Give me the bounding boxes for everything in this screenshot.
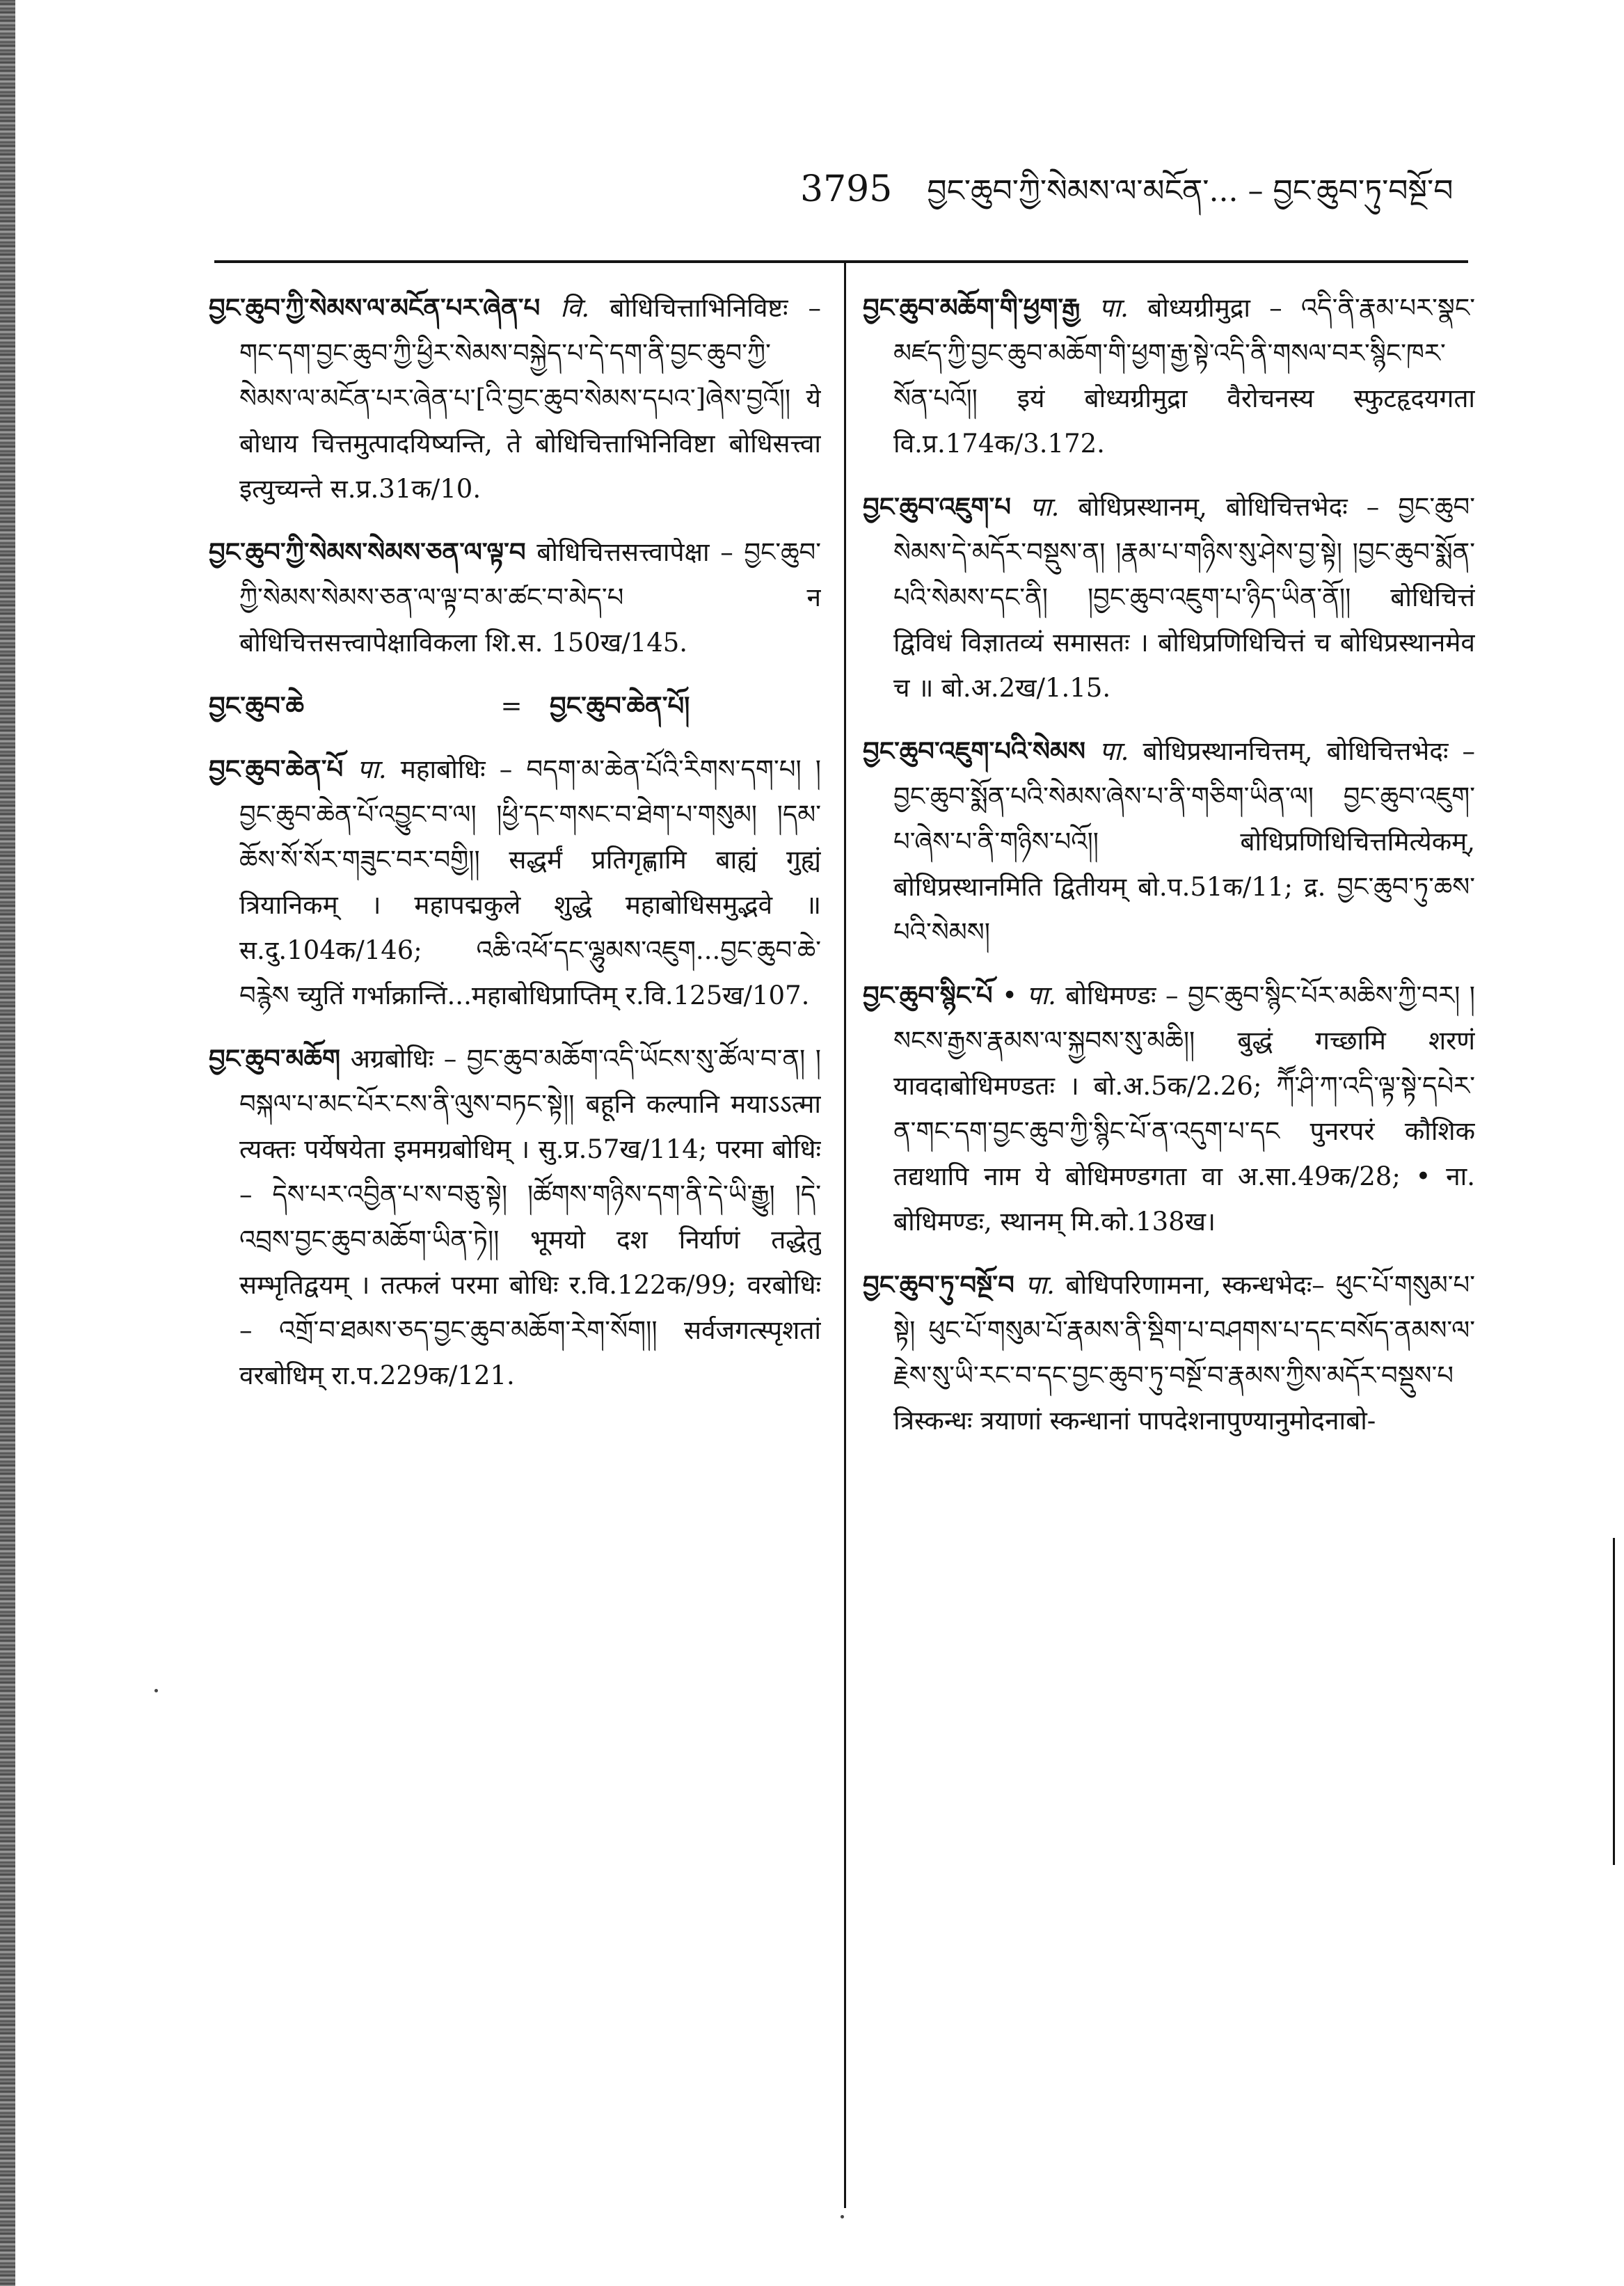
entry-headword: བྱང་ཆུབ་ཀྱི་སེམས་སེམས་ཅན་ལ་ལྟ་བ <box>209 537 526 567</box>
entry-headword: བྱང་ཆུབ་འཇུག་པའི་སེམས <box>863 736 1085 766</box>
dictionary-entry <box>863 1262 1475 1443</box>
entry-body: बोधिपरिणामना, स्कन्धभेदः– ཕུང་པོ་གསུམ་པ་སྟེ། ཕུང་པོ་གསུམ་པོ་རྣམས་ནི་སྡིག་པ་བཤགས་པ་དང་བསོད་ནམས་ལ་རྗེས་སུ་ཡི་རང་བ་དང་བྱང་ཆུབ་ཏུ་བསྔོ་བ་རྣམས་ཀྱིས་མདོར་བསྡུས་པ त्रिस्कन्धः त्रयाणां स्कन्धानां पापदेशनापुण्यानुमोदनाबो- <box>893 1270 1475 1436</box>
entry-headword: བྱང་ཆུབ་མཆོག་གི་ཕྱག་རྒྱ <box>863 292 1081 323</box>
dictionary-entry <box>209 747 821 1018</box>
cross-reference-target: བྱང་ཆུབ་ཆེན་པོ། <box>550 690 690 721</box>
entry-headword: བྱང་ཆུབ་ཆེན་པོ <box>209 754 344 784</box>
entry-body: बोधिचित्ताभिनिविष्टः – གང་དག་བྱང་ཆུབ་ཀྱི་ཕྱིར་སེམས་བསྐྱེད་པ་དེ་དག་ནི་བྱང་ཆུབ་ཀྱི་སེམས་ལ་མངོན་པར་ཞེན་པ་[འི་བྱང་ཆུབ་སེམས་དཔའ་]ཞེས་བྱའོ།། ये बोधाय चित्तमुत्पादयिष्यन्ति, ते बोधिचित्ताभिनिविष्टा बोधिसत्त्वा इत्युच्यन्ते स.प्र.31क/10. <box>239 293 821 504</box>
scan-speck <box>841 2215 844 2218</box>
dictionary-entry <box>863 729 1475 955</box>
entry-grammar: पा. <box>357 754 387 784</box>
scan-speck <box>154 1689 158 1692</box>
cross-reference-entry <box>209 683 821 729</box>
entry-body: बोध्यग्रीमुद्रा – འདི་ནི་རྣམ་པར་སྣང་མཛད་ཀྱི་བྱང་ཆུབ་མཆོག་གི་ཕྱག་རྒྱ་སྟེ་འདི་ནི་གསལ་བར་སྙིང་ཁར་སོན་པའོ།། इयं बोध्यग्रीमुद्रा वैरोचनस्य स्फुटहृदयगता वि.प्र.174क/3.172. <box>893 293 1475 459</box>
page-number: 3795 <box>800 168 893 210</box>
entry-grammar: पा. <box>1099 293 1129 323</box>
dictionary-entry <box>209 530 821 665</box>
entry-body: बोधिमण्डः – བྱང་ཆུབ་སྙིང་པོར་མཆིས་ཀྱི་བར། །སངས་རྒྱས་རྣམས་ལ་སྐྱབས་སུ་མཆི།། बुद्धं गच्छामि शरणं यावदाबोधिमण्डतः । बो.अ.5क/2.26; ཀཽ་ཤི་ཀ་འདི་ལྟ་སྟེ་དཔེར་ན་གང་དག་བྱང་ཆུབ་ཀྱི་སྙིང་པོ་ན་འདུག་པ་དང पुनरपरं कौशिक तद्यथापि नाम ये बोधिमण्डगता वा अ.सा.49क/28; • ना. बोधिमण्डः, स्थानम् मि.को.138ख। <box>893 981 1475 1237</box>
entry-grammar: पा. <box>1030 492 1060 522</box>
entry-headword: བྱང་ཆུབ་འཇུག་པ <box>863 491 1011 522</box>
column-divider <box>844 263 846 2208</box>
left-column <box>209 285 821 2213</box>
dictionary-entry <box>863 484 1475 711</box>
entry-headword: བྱང་ཆུབ་སྙིང་པོ <box>863 980 993 1010</box>
entry-body: बोधिचित्तसत्त्वापेक्षा – བྱང་ཆུབ་ཀྱི་སེམས་སེམས་ཅན་ལ་ལྟ་བ་མ་ཚང་བ་མེད་པ न बोधिचित्तसत्त्वापेक्षाविकला शि.स. 150ख/145. <box>239 537 821 658</box>
dictionary-entry <box>209 1036 821 1398</box>
entry-grammar: पा. <box>1099 736 1129 766</box>
entry-headword: བྱང་ཆུབ་ཀྱི་སེམས་ལ་མངོན་པར་ཞེན་པ <box>209 292 541 323</box>
margin-mark <box>1613 1538 1615 1865</box>
entry-body: बोधिप्रस्थानम्, बोधिचित्तभेदः – བྱང་ཆུབ་སེམས་དེ་མདོར་བསྡུས་ན། །རྣམ་པ་གཉིས་སུ་ཤེས་བྱ་སྟེ། །བྱང་ཆུབ་སྨོན་པའི་སེམས་དང་ནི། །བྱང་ཆུབ་འཇུག་པ་ཉིད་ཡིན་ནོ།། बोधिचित्तं द्विविधं विज्ञातव्यं समासतः । बोधिप्रणिधिचित्तं च बोधिप्रस्थानमेव च ॥ बो.अ.2ख/1.15. <box>893 492 1475 703</box>
dictionary-entry <box>863 285 1475 466</box>
dictionary-entry <box>209 285 821 511</box>
equals-sign: = <box>500 691 523 721</box>
entry-headword: བྱང་ཆུབ་ཆེ <box>209 690 305 721</box>
entry-headword: བྱང་ཆུབ་མཆོག <box>209 1043 341 1074</box>
entry-body: बोधिप्रस्थानचित्तम्, बोधिचित्तभेदः – བྱང་ཆུབ་སྨོན་པའི་སེམས་ཞེས་པ་ནི་གཅིག་ཡིན་ལ། བྱང་ཆུབ་འཇུག་པ་ཞེས་པ་ནི་གཉིས་པའོ།། बोधिप्रणिधिचित्तमित्येकम्, बोधिप्रस्थानमिति द्वितीयम् बो.प.51क/11; द्र. བྱང་ཆུབ་ཏུ་ཆས་པའི་སེམས། <box>893 736 1475 947</box>
entry-grammar: पा. <box>1025 1270 1055 1300</box>
header-rule <box>214 260 1468 263</box>
entry-body: अग्रबोधिः – བྱང་ཆུབ་མཆོག་འདི་ཡོངས་སུ་ཚོལ་བ་ན། །བསྐལ་པ་མང་པོར་ངས་ནི་ལུས་བཏང་སྟེ།། बहूनि कल्पानि मयाऽऽत्मा त्यक्तः पर्येषयेता इममग्रबोधिम् । सु.प्र.57ख/114; परमा बोधिः – དེས་པར་འབྱིན་པ་ས་བཅུ་སྟེ། །ཚོགས་གཉིས་དག་ནི་དེ་ཡི་རྒྱུ། །དེ་འབྲས་བྱང་ཆུབ་མཆོག་ཡིན་ཏེ།། भूमयो दश निर्याणं तद्धेतु सम्भृतिद्वयम् । तत्फलं परमा बोधिः र.वि.122क/99; वरबोधिः – འགྲོ་བ་ཐམས་ཅད་བྱང་ཆུབ་མཆོག་རེག་སོག།། सर्वजगत्स्पृशतां वरबोधिम् रा.प.229क/121. <box>239 1044 821 1390</box>
right-column <box>863 285 1475 2213</box>
entry-body: महाबोधिः – བདག་མ་ཆེན་པོའི་རིགས་དག་པ། །བྱང་ཆུབ་ཆེན་པོ་འབྱུང་བ་ལ། །ཕྱི་དང་གསང་བ་ཐེག་པ་གསུམ། །དམ་ཆོས་སོ་སོར་གཟུང་བར་བགྱི།། सद्धर्मं प्रतिगृह्णामि बाह्यं गुह्यं त्रियानिकम् । महापद्मकुले शुद्धे महाबोधिसमुद्भवे ॥ स.दु.104क/146; འཆི་འཕོ་དང་ལྷུམས་འཇུག...བྱང་ཆུབ་ཆེ་བརྙེས च्युतिं गर्भाक्रान्तिं...महाबोधिप्राप्तिम् र.वि.125ख/107. <box>239 754 821 1010</box>
entry-grammar: वि. <box>560 293 590 323</box>
scan-binding-edge <box>0 0 15 2286</box>
running-head: བྱང་ཆུབ་ཀྱི་སེམས་ལ་མངོན་... – བྱང་ཆུབ་ཏུ་བསྔོ་བ <box>927 173 1454 209</box>
entry-grammar: • पा. <box>1002 981 1056 1010</box>
entry-headword: བྱང་ཆུབ་ཏུ་བསྔོ་བ <box>863 1269 1014 1300</box>
page-header <box>800 157 1482 212</box>
dictionary-entry <box>863 973 1475 1244</box>
